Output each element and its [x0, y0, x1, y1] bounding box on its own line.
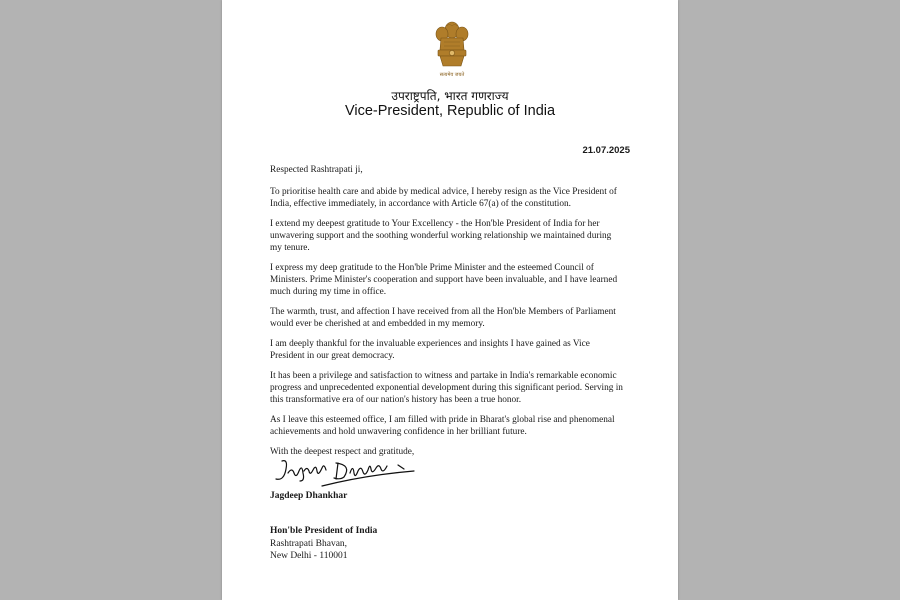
state-emblem-icon: [429, 16, 475, 82]
emblem-motto: सत्यमेव जयते: [439, 72, 465, 78]
handwritten-signature: [266, 455, 426, 491]
paragraph: I extend my deepest gratitude to Your Excellency - the Hon'ble President of India for her unwavering support and the soothing wonderful working relationship we maintained during my tenure.: [270, 219, 612, 253]
addressee-line: Rashtrapati Bhavan,: [270, 538, 348, 549]
letter-body: [270, 164, 625, 466]
letter-page: [222, 0, 678, 600]
closing: With the deepest respect and gratitude,: [270, 447, 415, 457]
paragraph: The warmth, trust, and affection I have received from all the Hon'ble Members of Parliament would ever be cherished at and embedded in my memory.: [270, 307, 616, 329]
paragraph: I express my deep gratitude to the Hon'ble Prime Minister and the esteemed Council of Ministers. Prime Minister's cooperation and support have been invaluable, and I have learned much during my time in office.: [270, 263, 618, 297]
paragraph: It has been a privilege and satisfaction to witness and partake in India's remarkable economic progress and unprecedented exponential development during this significant period. Serving in this transformative era of our nation's history has been a true honor.: [270, 371, 623, 405]
addressee-title: Hon'ble President of India: [270, 526, 378, 536]
paragraph: As I leave this esteemed office, I am filled with pride in Bharat's global rise and phenomenal achievements and hold unwavering confidence in her brilliant future.: [270, 415, 615, 437]
letter-date: 21.07.2025: [582, 145, 630, 156]
salutation: Respected Rashtrapati ji,: [270, 165, 363, 175]
english-title: Vice-President, Republic of India: [344, 103, 556, 119]
addressee-line: New Delhi - 110001: [270, 551, 348, 561]
paragraph: I am deeply thankful for the invaluable experiences and insights I have gained as Vice President in our great democracy.: [270, 339, 590, 361]
addressee-block: [270, 525, 377, 563]
hindi-title: उपराष्ट्रपति, भारत गणराज्य: [391, 89, 509, 103]
paragraph: To prioritise health care and abide by medical advice, I hereby resign as the Vice President of India, effective immediately, in accordance with Article 67(a) of the constitution.: [270, 187, 617, 209]
signer-name: Jagdeep Dhankhar: [270, 491, 348, 501]
